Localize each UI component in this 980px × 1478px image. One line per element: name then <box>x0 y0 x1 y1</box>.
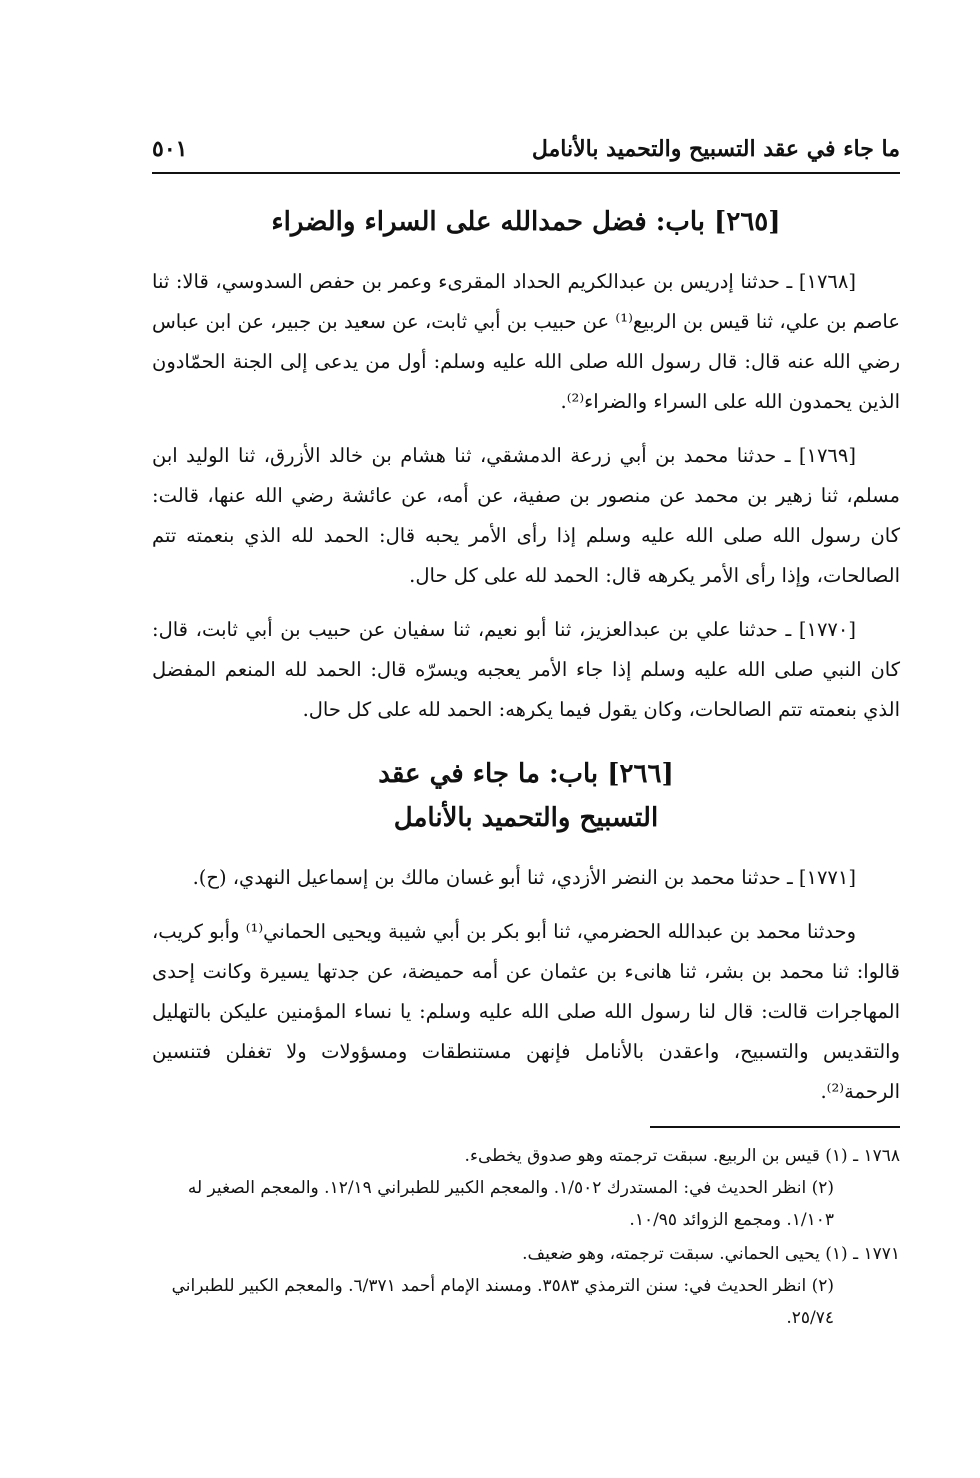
footnote: (٢) انظر الحديث في: سنن الترمذي ٣٥٨٣. ومسند الإمام أحمد ٦/٣٧١. والمعجم الكبير للطبراني ٢٥/٧٤. <box>171 1276 834 1328</box>
chapter-heading-line: [٢٦٦] باب: ما جاء في عقد <box>378 759 674 789</box>
hadith-paragraph: [١٧٦٨] ـ حدثنا إدريس بن عبدالكريم الحداد المقرىء وعمر بن حفص السدوسي، قالا: ثنا عاصم بن علي، ثنا قيس بن الربيع⁽¹⁾ عن حبيب بن أبي ثابت، عن سعيد بن جبير، عن ابن عباس رضي الله عنه قال: قال رسول الله صلى الله عليه وسلم: أول من يدعى إلى الجنة الحمّادون الذين يحمدون الله على السراء والضراء⁽²⁾. <box>152 270 900 413</box>
footnotes <box>152 1126 900 1336</box>
hadith-paragraph: [١٧٦٩] ـ حدثنا محمد بن أبي زرعة الدمشقي، ثنا هشام بن خالد الأزرق، ثنا الوليد ابن مسلم، ثنا زهير بن محمد عن منصور بن صفية، عن أمه، عن عائشة رضي الله عنها، قالت: كان رسول الله صلى الله عليه وسلم إذا رأى الأمر يحبه قال: الحمد لله الذي بنعمته تتم الصالحات، وإذا رأى الأمر يكرهه قال: الحمد لله على كل حال. <box>152 444 900 587</box>
chapter-heading <box>152 752 900 840</box>
footnote: (٢) انظر الحديث في: المستدرك ١/٥٠٢. والمعجم الكبير للطبراني ١٢/١٩. والمعجم الصغير له ١/١٠٣. ومجمع الزوائد ١٠/٩٥. <box>187 1178 834 1230</box>
footnote-group <box>152 1140 900 1236</box>
page-body <box>152 200 900 1126</box>
hadith-paragraph: [١٧٧١] ـ حدثنا محمد بن النضر الأزدي، ثنا أبو غسان مالك بن إسماعيل النهدي، (ح). <box>192 866 856 889</box>
page-header <box>152 130 900 174</box>
footnote-group <box>152 1238 900 1334</box>
hadith-paragraph: [١٧٧٠] ـ حدثنا علي بن عبدالعزيز، ثنا أبو نعيم، ثنا سفيان عن حبيب بن أبي ثابت، قال: كان النبي صلى الله عليه وسلم إذا جاء الأمر يعجبه ويسرّه قال: الحمد لله المنعم المفضل الذي بنعمته تتم الصالحات، وكان يقول فيما يكرهه: الحمد لله على كل حال. <box>152 618 900 721</box>
hadith-paragraph: وحدثنا محمد بن عبدالله الحضرمي، ثنا أبو بكر بن أبي شيبة ويحيى الحماني⁽¹⁾ وأبو كريب، قالوا: ثنا محمد بن بشر، ثنا هانىء بن عثمان عن أمه حميضة، عن جدتها يسيرة وكانت إحدى المهاجرات قالت: قال لنا رسول الله صلى الله عليه وسلم: يا نساء المؤمنين عليكن بالتهليل والتقديس والتسبيح، واعقدن بالأنامل فإنهن مستنطقات ومسؤولات ولا تغفلن فتنسين الرحمة⁽²⁾. <box>152 920 900 1103</box>
footnote-divider <box>650 1126 900 1128</box>
chapter-heading-line: التسبيح والتحميد بالأنامل <box>393 803 659 833</box>
page-number: ٥٠١ <box>152 136 188 162</box>
running-title: ما جاء في عقد التسبيح والتحميد بالأنامل <box>531 136 900 162</box>
footnote: ١٧٧١ ـ (١) يحيى الحماني. سبقت ترجمته، وهو ضعيف. <box>522 1244 900 1264</box>
chapter-heading: [٢٦٥] باب: فضل حمدالله على السراء والضراء <box>271 207 781 237</box>
footnote: ١٧٦٨ ـ (١) قيس بن الربيع. سبقت ترجمته وهو صدوق يخطىء. <box>464 1146 900 1166</box>
